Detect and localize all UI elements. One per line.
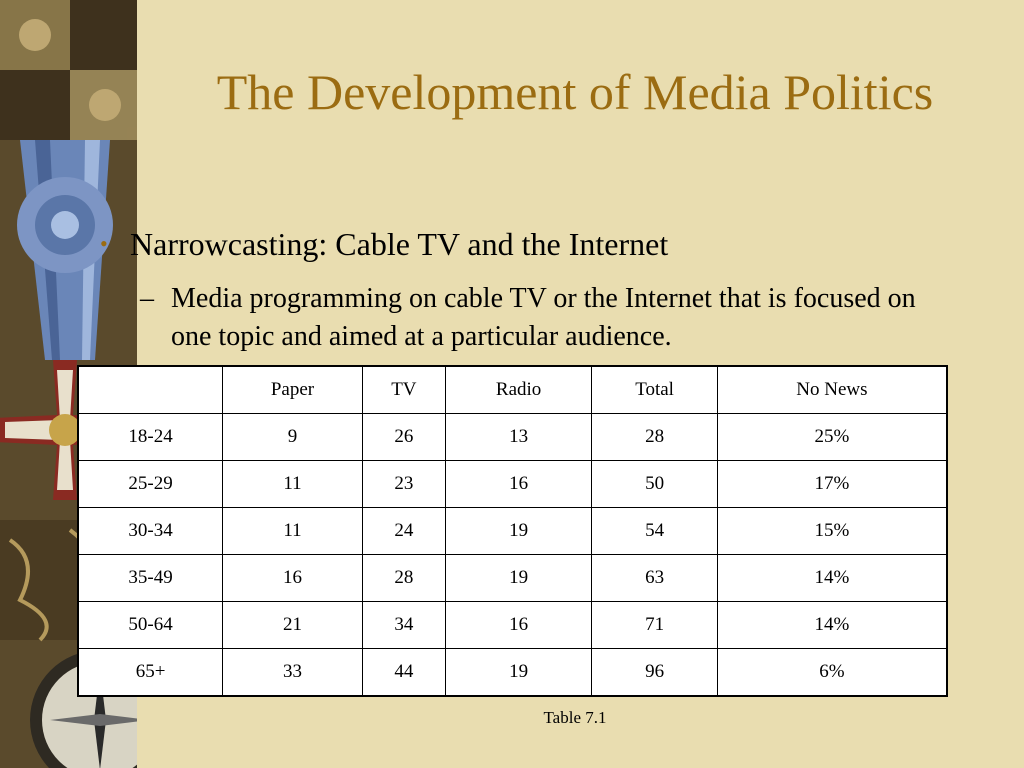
slide-title: The Development of Media Politics — [216, 64, 934, 120]
table-cell: 25% — [717, 414, 947, 461]
table-cell: 30-34 — [78, 508, 223, 555]
header-cell-age — [78, 366, 223, 414]
header-cell-no-news: No News — [717, 366, 947, 414]
table-row — [78, 649, 947, 697]
table-cell: 44 — [362, 649, 445, 697]
table-cell: 19 — [445, 555, 591, 602]
table-cell: 63 — [592, 555, 718, 602]
header-cell-tv: TV — [362, 366, 445, 414]
table-cell: 25-29 — [78, 461, 223, 508]
table-cell: 18-24 — [78, 414, 223, 461]
table-cell: 54 — [592, 508, 718, 555]
table-cell: 50 — [592, 461, 718, 508]
header-cell-total: Total — [592, 366, 718, 414]
table-cell: 16 — [445, 602, 591, 649]
table-cell: 19 — [445, 649, 591, 697]
table-cell: 13 — [445, 414, 591, 461]
table-cell: 28 — [362, 555, 445, 602]
table-row — [78, 602, 947, 649]
table-cell: 33 — [223, 649, 363, 697]
bullet-text: Narrowcasting: Cable TV and the Internet — [130, 226, 669, 262]
table-cell: 24 — [362, 508, 445, 555]
table-caption: Table 7.1 — [543, 708, 607, 727]
header-cell-paper: Paper — [223, 366, 363, 414]
table-row — [78, 414, 947, 461]
table-row — [78, 508, 947, 555]
bullet-dot-icon: • — [100, 231, 108, 256]
table-cell: 16 — [445, 461, 591, 508]
table-cell: 19 — [445, 508, 591, 555]
table-cell: 71 — [592, 602, 718, 649]
table-cell: 11 — [223, 461, 363, 508]
table-row — [78, 461, 947, 508]
table-cell: 16 — [223, 555, 363, 602]
table-header-row — [78, 366, 947, 414]
table-cell: 21 — [223, 602, 363, 649]
table-cell: 35-49 — [78, 555, 223, 602]
table-cell: 28 — [592, 414, 718, 461]
table-cell: 15% — [717, 508, 947, 555]
table-row — [78, 555, 947, 602]
table-cell: 34 — [362, 602, 445, 649]
media-usage-table — [77, 365, 948, 697]
table-cell: 23 — [362, 461, 445, 508]
header-cell-radio: Radio — [445, 366, 591, 414]
table-cell: 14% — [717, 555, 947, 602]
table-cell: 26 — [362, 414, 445, 461]
table-cell: 6% — [717, 649, 947, 697]
table-cell: 65+ — [78, 649, 223, 697]
table-cell: 11 — [223, 508, 363, 555]
table-cell: 14% — [717, 602, 947, 649]
table-cell: 50-64 — [78, 602, 223, 649]
table-cell: 17% — [717, 461, 947, 508]
table-cell: 96 — [592, 649, 718, 697]
sub-bullet-dash: – — [140, 283, 154, 314]
sub-bullet-text: Media programming on cable TV or the Internet that is focused on one topic and aimed at a particular audience. — [171, 283, 916, 352]
table-cell: 9 — [223, 414, 363, 461]
